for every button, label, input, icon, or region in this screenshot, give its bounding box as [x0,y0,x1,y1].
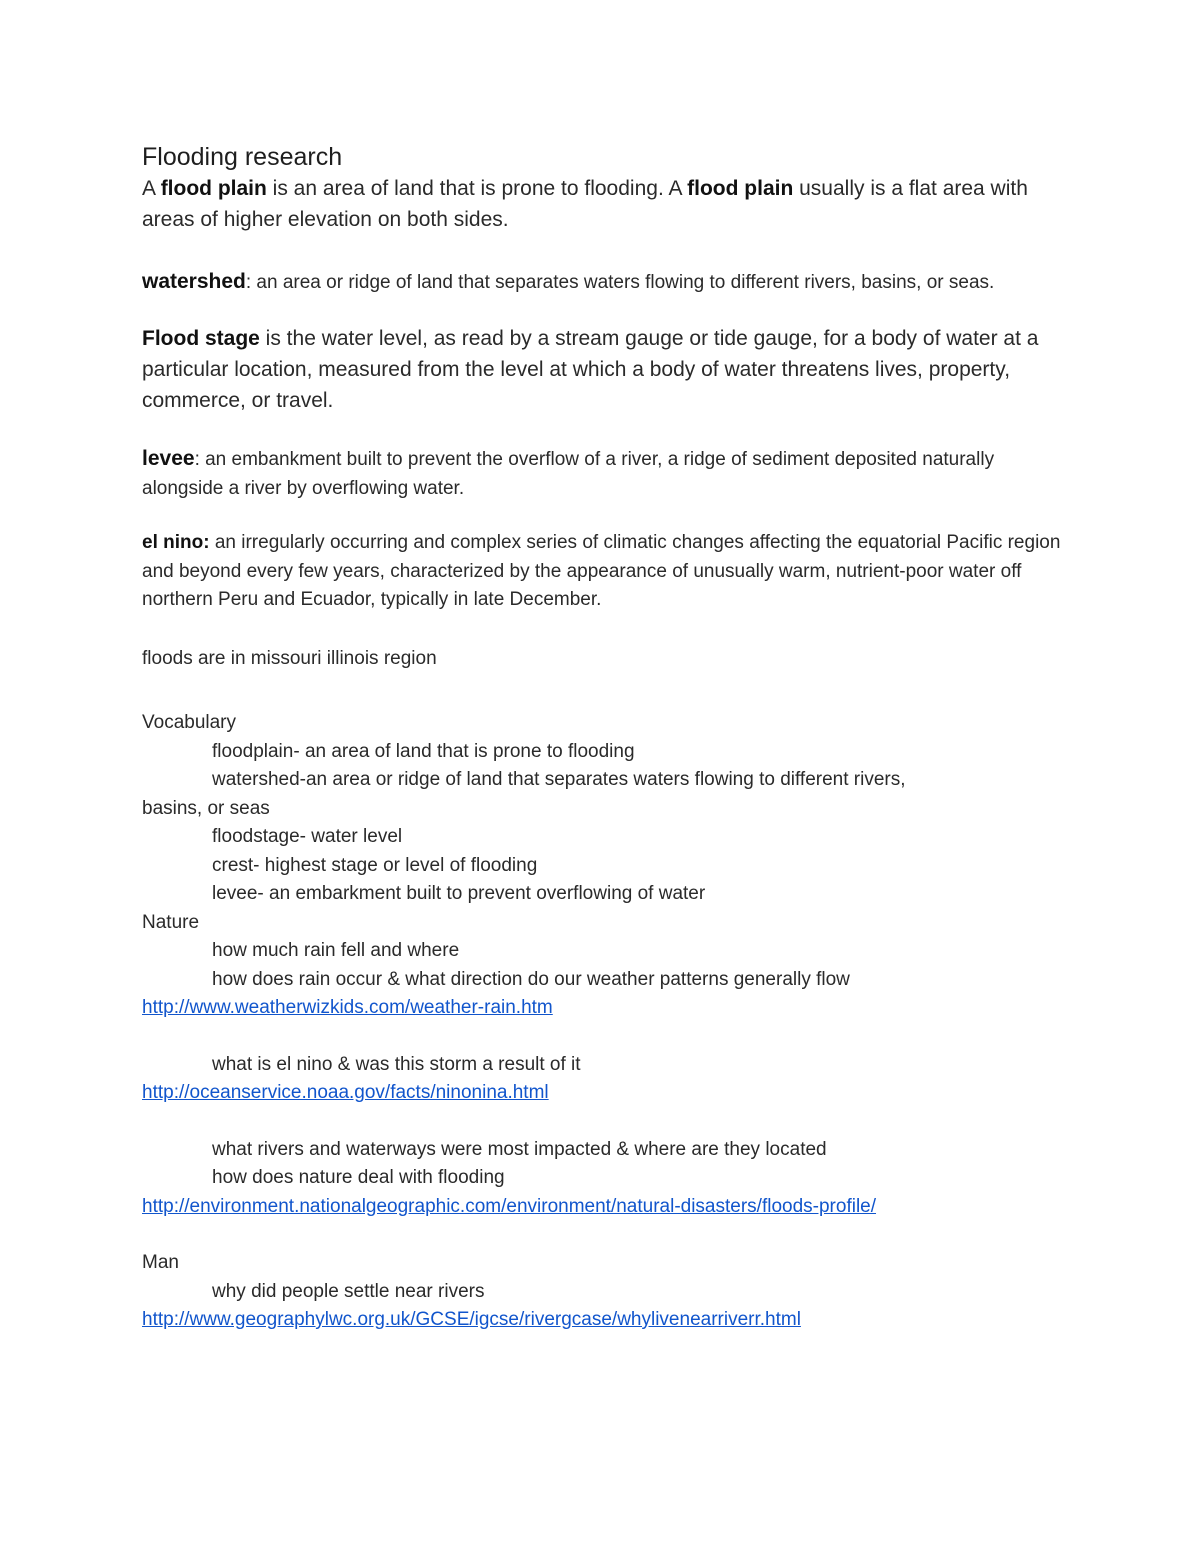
document-body [142,141,1072,1335]
term-watershed: watershed [142,270,246,293]
nature-question-rainfall: how much rain fell and where [212,940,460,961]
man-question-settle: why did people settle near rivers [212,1280,485,1302]
nature-question-weather-patterns: how does rain occur & what direction do our weather patterns generally flow [212,968,850,990]
definition: : an embankment built to prevent the overflow of a river, a ridge of sediment deposited naturally alongside a river by overflowing water. [142,449,995,499]
link-geographylwc[interactable]: http://www.geographylwc.org.uk/GCSE/igcse/rivergcase/whylivenearriverr.html [142,1309,801,1330]
levee-paragraph [142,444,1072,503]
term-levee: levee [142,447,195,470]
nature-question-nature-flooding: how does nature deal with flooding [212,1167,505,1188]
text: is an area of land that is prone to flooding. A [266,177,688,200]
nature-question-rivers-impacted: what rivers and waterways were most impacted & where are they located [212,1138,827,1160]
link-line [142,1079,1072,1108]
definition: : an area or ridge of land that separates waters flowing to different rivers, basins, or seas. [245,272,995,293]
text: usually is a flat area with areas of higher elevation on both sides. [142,177,1028,231]
link-line [142,1193,1072,1222]
vocabulary-heading: Vocabulary [142,712,237,733]
watershed-paragraph [142,267,1072,297]
floodstage-paragraph [142,323,1072,416]
elnino-paragraph [142,529,1072,615]
vocab-watershed-continued: basins, or seas [142,797,270,819]
term-flood-plain: flood plain [160,177,267,200]
text: A [142,177,161,200]
nature-question-el-nino: what is el nino & was this storm a result of it [212,1053,581,1075]
vocab-levee: levee- an embarkment built to prevent overflowing of water [212,883,706,904]
term-flood-stage: Flood stage [142,327,260,350]
floodplain-paragraph [142,173,1072,235]
link-weatherwizkids[interactable]: http://www.weatherwizkids.com/weather-rain.htm [142,997,553,1018]
link-line [142,994,1072,1023]
link-noaa-ninonina[interactable]: http://oceanservice.noaa.gov/facts/ninonina.html [142,1082,549,1103]
page-title: Flooding research [142,143,343,171]
term-el-nino: el nino: [142,532,210,553]
vocab-crest: crest- highest stage or level of flooding [212,854,538,876]
definition: an irregularly occurring and complex series of climatic changes affecting the equatorial Pacific region and beyond every few years, characterized by the appearance of unusually warm, nutrient-poor water off northern Peru and Ecuador, typically in late December. [142,532,1061,610]
nature-heading: Nature [142,911,200,933]
vocab-floodstage: floodstage- water level [212,826,403,847]
region-note: floods are in missouri illinois region [142,647,437,669]
vocab-floodplain: floodplain- an area of land that is prone to flooding [212,740,635,762]
vocab-watershed: watershed-an area or ridge of land that separates waters flowing to different rivers, [212,769,906,790]
link-natgeo-floods[interactable]: http://environment.nationalgeographic.com/environment/natural-disasters/floods-profile/ [142,1195,877,1217]
term-flood-plain: flood plain [687,177,794,200]
man-heading: Man [142,1252,179,1273]
definition: is the water level, as read by a stream gauge or tide gauge, for a body of water at a particular location, measured from the level at which a body of water threatens lives, property, commerce, or travel. [142,327,1039,412]
link-line [142,1306,1072,1335]
